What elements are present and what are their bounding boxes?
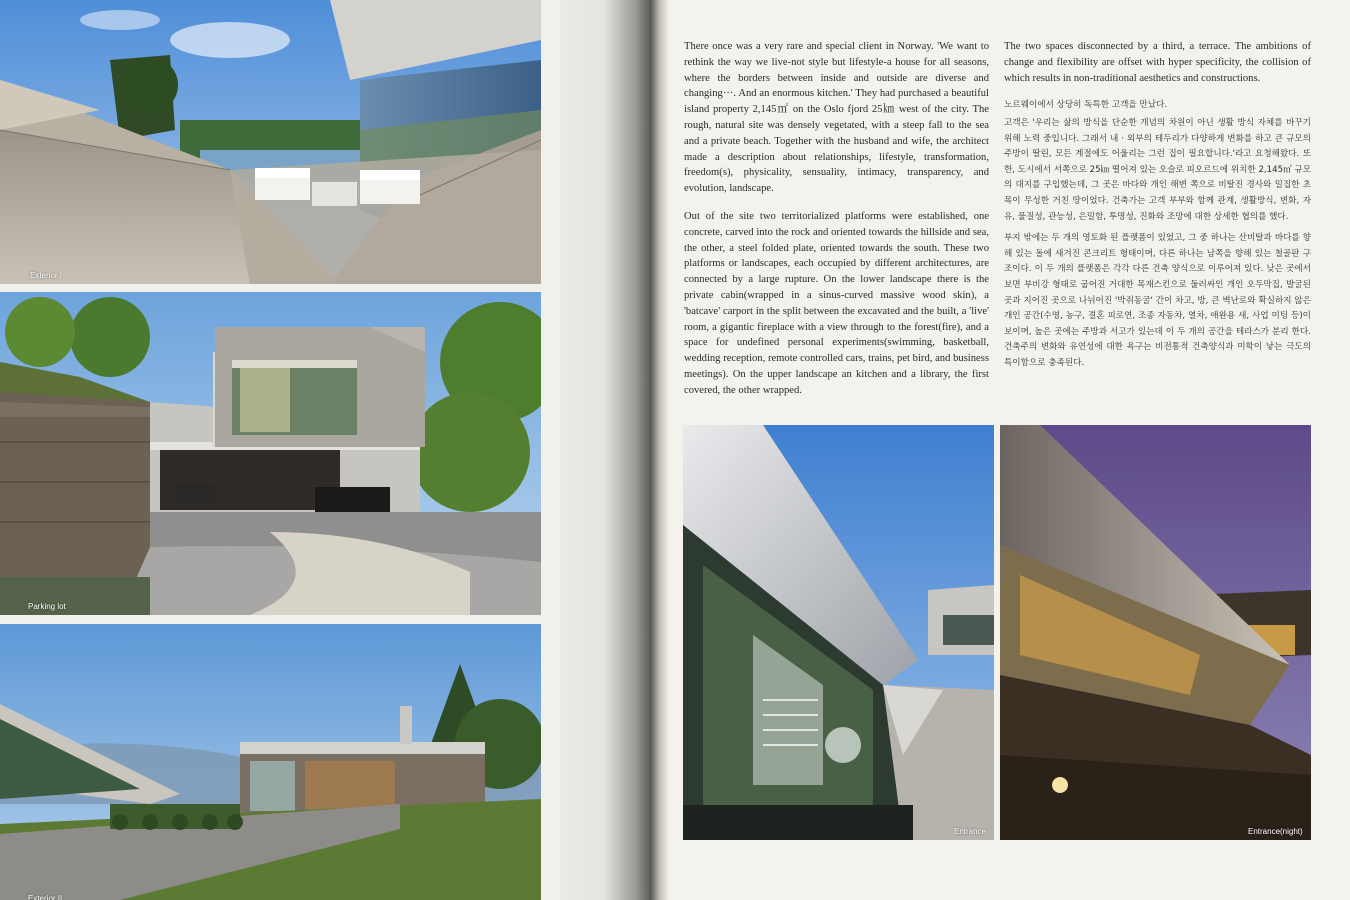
left-page — [0, 0, 560, 900]
photo-entrance-night — [1000, 425, 1311, 840]
photo-exterior-2 — [0, 624, 541, 900]
book-gutter — [560, 0, 668, 900]
caption-exterior-1: Exterior I — [30, 271, 63, 280]
english-column-1 — [684, 39, 989, 407]
korean-paragraph-1: 노르웨이에서 상당히 독특한 고객을 만났다. — [1004, 100, 1168, 111]
right-page — [668, 0, 1350, 900]
caption-entrance-night: Entrance(night) — [1248, 827, 1303, 836]
paragraph-intro: There once was a very rare and special client in Norway. 'We want to rethink the way we live-not style but lifestyle-a house for all seasons, where the borders between inside and outside are diverse and changing···. And an enormous kitchen.' They had purchased a beautiful island property 2,145㎡ on the Oslo fjord 25㎞ west of the city. The rough, natural site was densely vegetated, with a steep fall to the sea and a private beach. Together with the husband and wife, the architect made a description about relationships, lifestyle, transformation, freedom(s), physicality, sensuality, intimacy, transparency, and evolution, landscape. — [684, 41, 989, 195]
korean-paragraph-2: 고객은 '우리는 삶의 방식을 단순한 개념의 차원이 아닌 생활 방식 자체를 바꾸기 위해 노력 중입니다. 그래서 내 · 외부의 테두리가 다양하게 변화를 하고 큰 규모의 주방이 딸린, 모든 계절에도 어울리는 그런 집이 필요합니다.'라고 요청해왔다. 또한, 도시에서 서쪽으로 25㎞ 떨어져 있는 오슬로 피오르드에 위치한 2,145㎡ 규모의 대지를 구입했는데, 그 곳은 바다와 개인 해변 쪽으로 비탈진 경사와 밀집한 초목이 무성한 거친 땅이었다. 건축가는 고객 부부와 함께 관계, 생활방식, 변화, 자유, 물질성, 관능성, 은밀함, 투명성, 진화와 조망에 대한 상세한 협의를 했다. — [1004, 117, 1311, 222]
paragraph-terrace: The two spaces disconnected by a third, a terrace. The ambitions of change and flexibility are offset with hyper specificity, the collision of which results in non-traditional aesthetics and constructions. — [1004, 41, 1311, 84]
caption-entrance: Entrance — [954, 827, 987, 836]
korean-paragraph-3: 부지 밖에는 두 개의 영토화 된 플랫폼이 있었고, 그 중 하나는 산비탈과 바다를 향해 있는 돌에 새겨진 콘크리트 형태이며, 다른 하나는 남쪽을 향해 있는 철골판 구조이다. 이 두 개의 플랫폼은 각각 다른 건축 양식으로 이루어져 있다. 낮은 곳에서 보면 부비강 형태로 굽어진 거대한 목재스킨으로 둘러싸인 개인 오두막집, 발굴된 곳과 지어진 곳으로 나뉘어진 '박쥐동굴' 간이 차고, 방, 큰 벽난로와 확실하지 않은 개인 공간(수영, 농구, 결혼 피로연, 조종 자동차, 열차, 애완용 새, 사업 미팅 등)이 보이며, 높은 곳에는 주방과 서고가 있는데 이 두 개의 공간을 테라스가 분리 한다. 건축주의 변화와 유연성에 대한 욕구는 비전통적 건축양식과 미학이 낳는 극도의 특이함으로 충족된다. — [1004, 233, 1311, 368]
caption-parking-lot: Parking lot — [28, 602, 66, 611]
paragraph-platforms: Out of the site two territorialized platforms were established, one concrete, carved into the rock and oriented towards the hillside and sea, the other, a steel folded plate, oriented towards the south. These two platforms or landscapes, each occupied by different architectures, are connected by a large rupture. On the lower landscape there is the private cabin(wrapped in a sinus-curved massive wood skin), a 'batcave' carport in the split between the excavated and the built, a 'live' room, a gigantic fireplace with a view through to the forest(fire), and a space for undefined personal experiments(swimming, basketball, wedding reception, remote controlled cars, trains, pet bird, and business meetings). On the upper landscape an kitchen and a library, the first covered, the other wrapped. — [684, 210, 989, 396]
text-column-2 — [1004, 39, 1311, 371]
korean-text — [1004, 98, 1311, 371]
caption-exterior-2: Exterior II — [28, 894, 63, 900]
photo-exterior-1 — [0, 0, 541, 284]
photo-entrance — [683, 425, 994, 840]
photo-parking-lot — [0, 292, 541, 615]
